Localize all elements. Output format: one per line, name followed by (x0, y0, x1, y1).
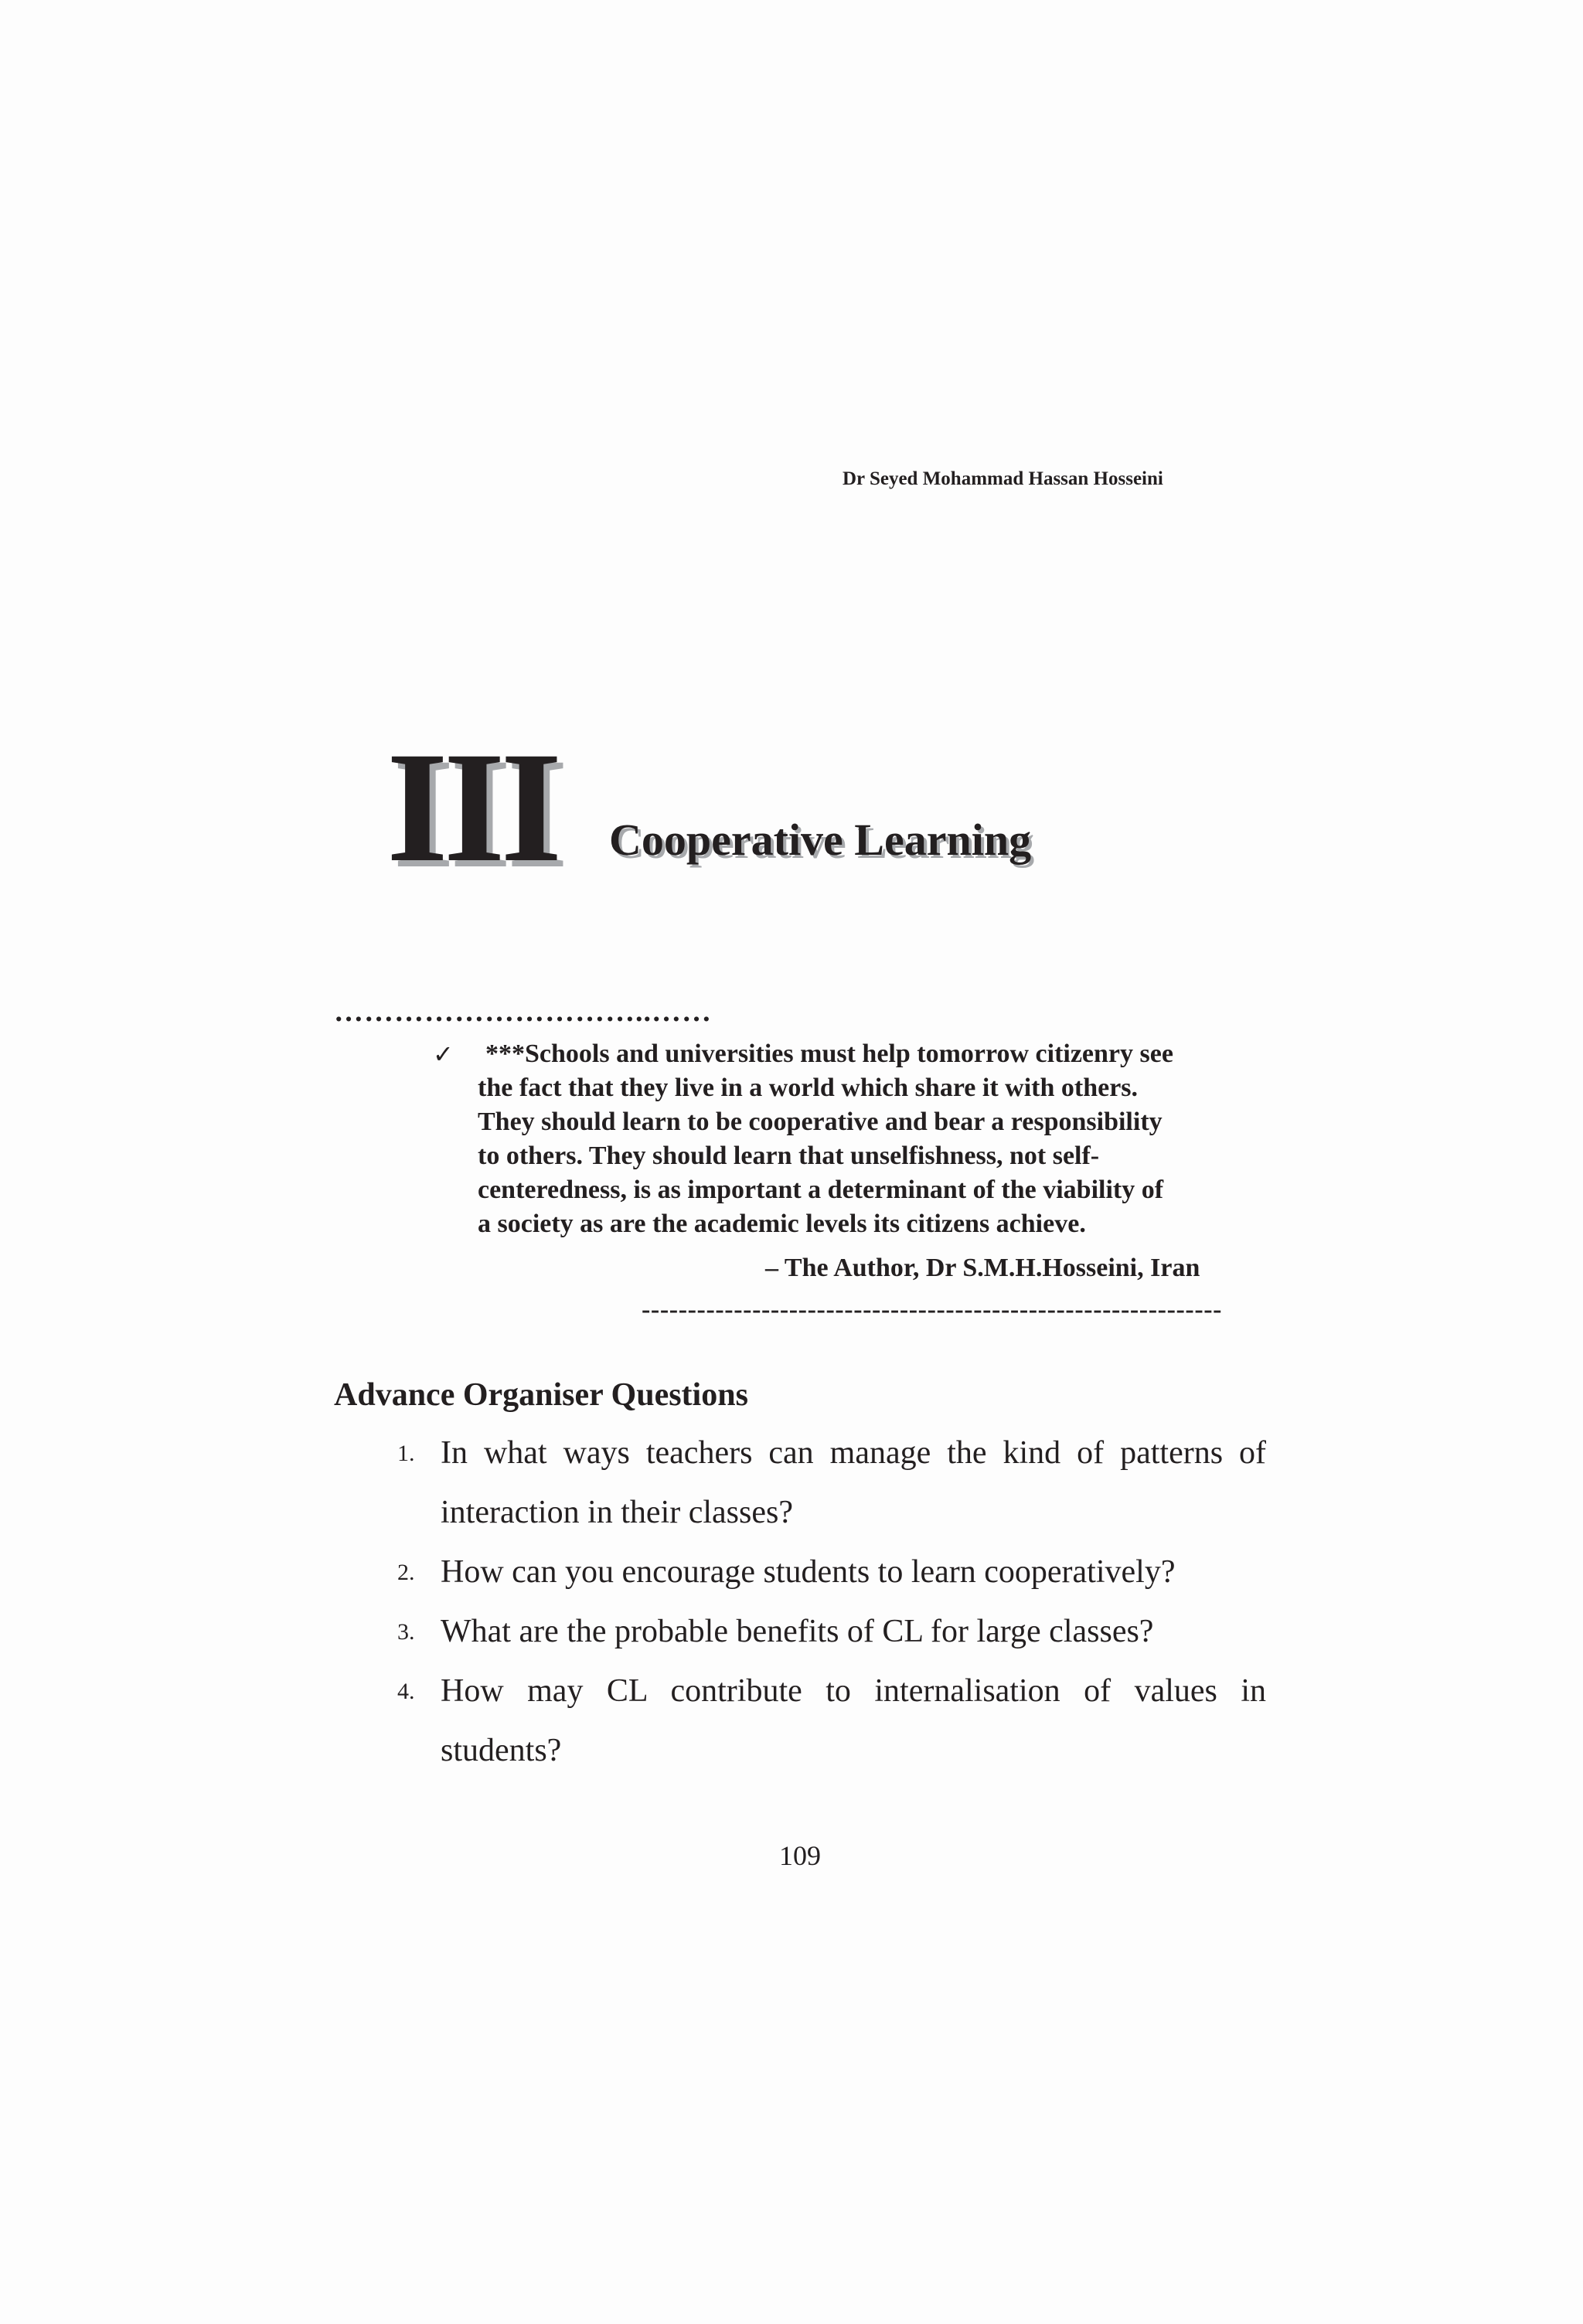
epigraph-quote (433, 1037, 1283, 1241)
running-header-author: Dr Seyed Mohammad Hassan Hosseini (843, 468, 1163, 489)
question-number: 1. (397, 1441, 415, 1466)
page-number: 109 (779, 1840, 821, 1871)
epigraph-line: a society as are the academic levels its citizens achieve. (478, 1210, 1086, 1238)
epigraph-text (478, 1037, 1297, 1241)
question-number: 4. (397, 1679, 415, 1704)
chapter-numeral: III (386, 720, 558, 895)
section-heading: Advance Organiser Questions (334, 1377, 748, 1413)
question-text: In what ways teachers can manage the kind of patterns of interaction in their classes? (441, 1435, 1266, 1530)
question-number: 2. (397, 1560, 415, 1585)
epigraph-line: They should learn to be cooperative and bear a responsibility (478, 1108, 1163, 1136)
epigraph-line: centeredness, is as important a determinant of the viability of (478, 1176, 1164, 1204)
epigraph-line: to others. They should learn that unselfishness, not self- (478, 1142, 1100, 1170)
question-text: How can you encourage students to learn cooperatively? (441, 1554, 1176, 1590)
epigraph-dots-rule: …………………………..…… (334, 995, 712, 1028)
chapter-title: Cooperative Learning (609, 815, 1032, 865)
questions-list (397, 1424, 1266, 1781)
question-item (397, 1602, 1266, 1662)
epigraph-line: ***Schools and universities must help tomorrow citizenry see (485, 1040, 1173, 1068)
question-item (397, 1424, 1266, 1543)
question-text: How may CL contribute to internalisation of values in students? (441, 1673, 1266, 1768)
question-item (397, 1662, 1266, 1781)
check-icon: ✓ (433, 1040, 454, 1069)
epigraph-dash-rule: --------------------------------------------------------------- (642, 1295, 1223, 1324)
question-number: 3. (397, 1619, 415, 1645)
epigraph-attribution: – The Author, Dr S.M.H.Hosseini, Iran (765, 1254, 1200, 1282)
question-item (397, 1543, 1266, 1602)
epigraph-line: the fact that they live in a world which share it with others. (478, 1074, 1139, 1102)
question-text: What are the probable benefits of CL for large classes? (441, 1614, 1154, 1649)
